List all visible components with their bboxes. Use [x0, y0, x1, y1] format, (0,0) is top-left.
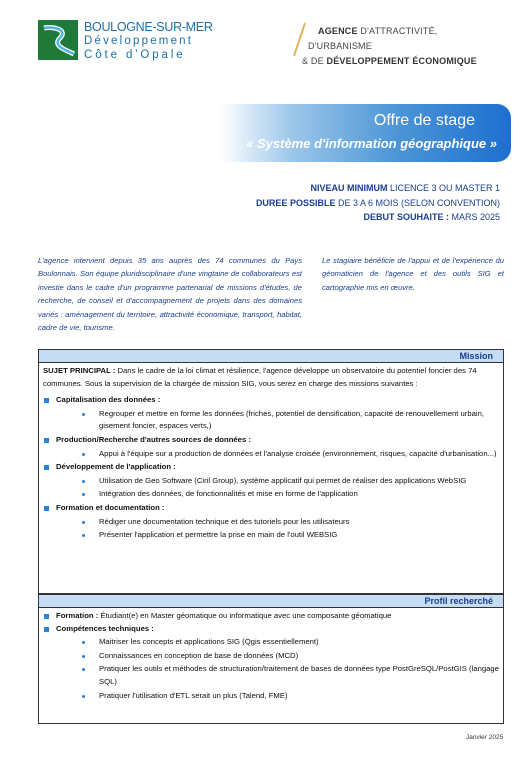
list-item-text: Appui à l'équipe sur a production de données et l'analyse croisée (environnement, risques, capacité d'urbanisation...)	[99, 448, 497, 458]
list-item-text: Pratiquer les outils et méthodes de structuration/traitement de bases de données type PostGreSQL/PostGIS (langage SQL)	[99, 664, 499, 686]
list-item-text: Regrouper et mettre en forme les données (friches, potentiel de densification, capacité de renouvellement urbain, gisement foncier, espaces verts,)	[99, 408, 485, 431]
section-capitalisation	[43, 394, 499, 407]
list-item-text: Présenter l'application et permettre la prise en main de l'outil WEBSIG	[99, 530, 338, 540]
info-level	[310, 181, 500, 195]
profile-formation	[43, 610, 499, 623]
mission-header: Mission	[39, 350, 503, 363]
offer-banner	[220, 104, 511, 162]
document-date: Janvier 2025	[466, 734, 504, 741]
bullet-icon	[82, 521, 85, 524]
bullet-icon	[82, 413, 85, 416]
logo-development: Développement	[84, 35, 194, 47]
agency-d: D'	[308, 41, 317, 51]
info-duration	[256, 196, 500, 210]
section-title: Formation et documentation :	[56, 502, 165, 512]
agency-word: AGENCE	[318, 26, 358, 36]
section-development	[43, 461, 499, 474]
bullet-icon	[82, 695, 85, 698]
formation-text: Étudiant(e) en Master géomatique ou informatique avec une composante géomatique	[98, 611, 392, 620]
list-item	[99, 516, 499, 529]
agency-intro: L'agence intervient depuis 35 ans auprès des 74 communes du Pays Boulonnais. Son équipe pluridisciplinaire d'une vingtaine de collaborateurs est investie dans le cadre d'un programme partenarial de missions d'études, de recherche, de conseil et d'accompagnement de projets dans des domaines variés : aménagement du territoire, attractivité économique, transport, habitat, cadre de vie, tourisme.	[38, 256, 302, 333]
info-start-value: MARS 2025	[448, 212, 500, 222]
mission-box	[38, 349, 504, 594]
list-item	[99, 448, 499, 461]
logo-coast: Côte d'Opale	[84, 49, 186, 61]
list-item-text: Connaissances en conception de base de données (MCD)	[99, 650, 299, 660]
bullet-icon	[82, 480, 85, 483]
section-title: Développement de l'application :	[56, 462, 176, 472]
bullet-icon	[82, 453, 85, 456]
bullet-icon	[82, 493, 85, 496]
section-production	[43, 434, 499, 447]
square-bullet-icon	[44, 506, 49, 511]
offer-subtitle: « Système d'information géographique »	[246, 136, 497, 151]
bullet-icon	[82, 668, 85, 671]
list-item-text: Intégration des données, de fonctionnalités et mise en forme de l'application	[99, 489, 358, 499]
agency-economic-dev: DÉVELOPPEMENT ÉCONOMIQUE	[326, 56, 477, 66]
organization-logo	[38, 20, 218, 64]
profile-box	[38, 594, 504, 724]
list-item	[99, 529, 499, 542]
bullet-icon	[82, 534, 85, 537]
list-item	[99, 488, 499, 501]
bullet-icon	[82, 655, 85, 658]
agency-attractivite: D'ATTRACTIVITÉ,	[357, 26, 438, 36]
info-start-label: DEBUT SOUHAITE :	[363, 212, 449, 222]
section-title: Capitalisation des données :	[56, 395, 161, 405]
bullet-icon	[82, 641, 85, 644]
list-item-text: Rédiger une documentation technique et des tutoriels pour les utilisateurs	[99, 516, 350, 526]
section-title: Production/Recherche d'autres sources de données :	[56, 434, 251, 444]
main-subject-text: Dans le cadre de la loi climat et résilience, l'agence développe un observatoire du potentiel foncier des 74 communes. Sous la supervision de la chargée de mission SIG, vous serez en charge des missions suivantes :	[43, 366, 477, 388]
square-bullet-icon	[44, 614, 49, 619]
square-bullet-icon	[44, 465, 49, 470]
agency-urbanisme: URBANISME	[316, 41, 372, 51]
list-item-text: Maitriser les concepts et applications SIG (Qgis essentiellement)	[99, 637, 319, 647]
list-item	[99, 690, 499, 703]
info-level-value: LICENCE 3 OU MASTER 1	[387, 183, 500, 193]
main-subject	[43, 365, 499, 390]
logo-city-name: BOULOGNE-SUR-MER	[84, 20, 213, 34]
square-bullet-icon	[44, 398, 49, 403]
info-level-label: NIVEAU MINIMUM	[310, 183, 388, 193]
list-item	[99, 408, 499, 433]
main-subject-label: SUJET PRINCIPAL :	[43, 366, 116, 375]
profile-skills	[43, 623, 499, 636]
offer-title: Offre de stage	[373, 112, 475, 129]
info-start	[363, 210, 500, 224]
square-bullet-icon	[44, 627, 49, 632]
list-item	[99, 650, 499, 663]
list-item-text: Pratiquer l'utilisation d'ETL serait un plus (Talend, FME)	[99, 690, 288, 700]
skills-label: Compétences techniques :	[56, 623, 154, 633]
profile-header: Profil recherché	[39, 595, 503, 608]
agency-and-of: & DE	[302, 56, 327, 66]
intern-intro: Le stagiaire bénéficie de l'appui et de l'expérience du géomaticien de l'agence et des outils SIG et cartographie mis en œuvre.	[322, 256, 504, 292]
info-duration-label: DUREE POSSIBLE	[255, 198, 336, 208]
info-duration-value: DE 3 A 6 MOIS (SELON CONVENTION)	[335, 198, 500, 208]
river-logo-icon	[38, 20, 78, 60]
list-item-text: Utilisation de Geo Software (Ciril Group), système applicatif qui permet de réaliser des applications WebSIG	[99, 475, 467, 485]
agency-name	[302, 24, 477, 69]
list-item	[99, 475, 499, 488]
list-item	[99, 636, 499, 649]
section-formation	[43, 502, 499, 515]
list-item	[99, 663, 499, 688]
square-bullet-icon	[44, 438, 49, 443]
formation-label: Formation :	[56, 611, 99, 620]
